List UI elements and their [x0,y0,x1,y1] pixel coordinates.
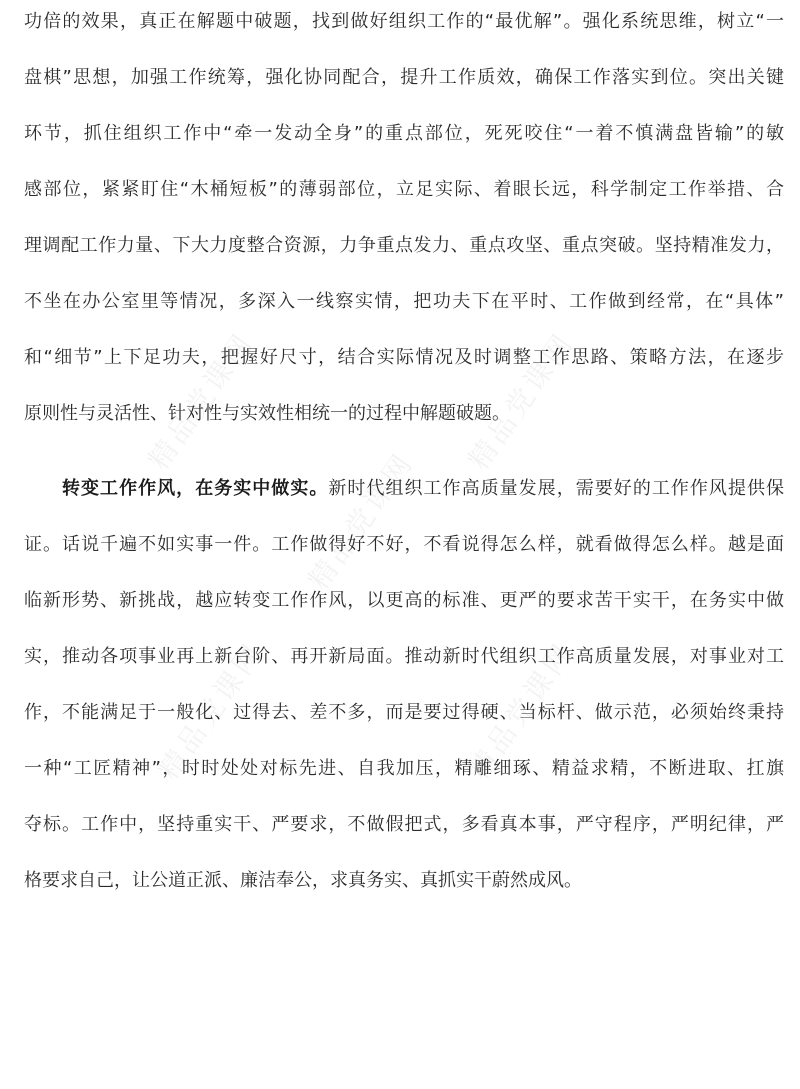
watermark: 精品党课网 [461,325,581,476]
text-line: 证。话说千遍不如实事一件。工作做得好不好，不看说得怎么样，就看做得怎么样。越是面 [24,534,784,555]
text-line: 盘棋”思想，加强工作统筹，强化协同配合，提升工作质效，确保工作落实到位。突出关键 [24,67,784,88]
text-line: 作，不能满足于一般化、过得去、差不多，而是要过得硬、当标杆、做示范，必须始终秉持 [24,702,784,723]
text-line: 理调配工作力量、下大力度整合资源，力争重点发力、重点攻坚、重点突破。坚持精准发力， [24,235,784,256]
text-line: 和“细节”上下足功夫，把握好尺寸，结合实际情况及时调整工作思路、策略方法，在逐步 [24,347,784,368]
text-line-first [62,473,784,505]
text-line: 功倍的效果，真正在解题中破题，找到做好组织工作的“最优解”。强化系统思维，树立“一 [24,11,784,32]
paragraph-heading: 转变工作作风，在务实中做实。 [62,478,329,499]
watermark: 精品党课网 [461,635,581,786]
text-line: 格要求自己，让公道正派、廉洁奉公，求真务实、真抓实干蔚然成风。 [24,870,582,891]
text-line: 原则性与灵活性、针对性与实效性相统一的过程中解题破题。 [24,403,510,424]
watermark: 精品党课网 [301,445,421,596]
text-line: 临新形势、新挑战，越应转变工作作风，以更高的标准、更严的要求苦干实干，在务实中做 [24,590,784,611]
text-line: 实，推动各项事业再上新台阶、再开新局面。推动新时代组织工作高质量发展，对事业对工 [24,646,784,667]
text-line: 不坐在办公室里等情况，多深入一线察实情，把功夫下在平时、工作做到经常，在“具体” [24,291,784,312]
text-line: 感部位，紧紧盯住“木桶短板”的薄弱部位，立足实际、着眼长远，科学制定工作举措、合 [24,179,784,200]
watermark: 精品党课网 [151,635,271,786]
text-line: 环节，抓住组织工作中“牵一发动全身”的重点部位，死死咬住“一着不慎满盘皆输”的敏 [24,123,785,144]
text-span: 新时代组织工作高质量发展，需要好的工作作风提供保 [328,478,785,499]
text-line: 一种“工匠精神”，时时处处对标先进、自我加压，精雕细琢、精益求精，不断进取、扛旗 [24,758,784,779]
text-line: 夺标。工作中，坚持重实干、严要求，不做假把式，多看真本事，严守程序，严明纪律，严 [24,814,784,835]
watermark: 精品党课网 [141,325,261,476]
